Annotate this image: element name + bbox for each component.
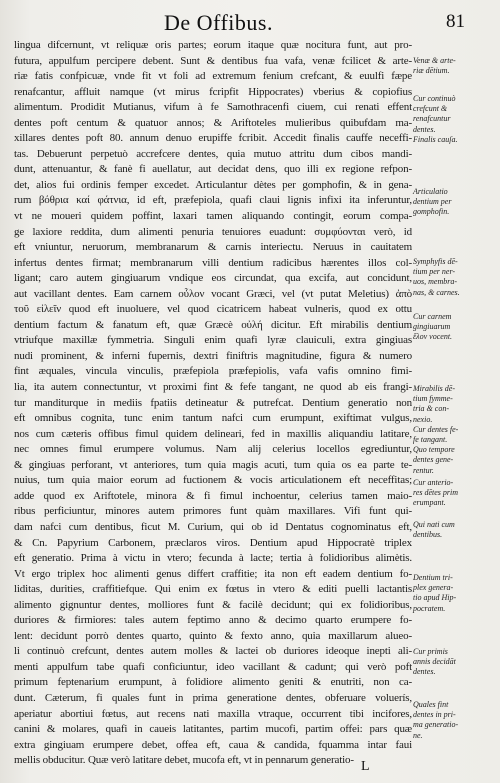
margin-note-line: ἔλον vocent. [413,332,453,342]
running-title: De Offibus. [164,10,273,35]
text-line: ge laxiore reddita, dum alimenti penuria tenuiores euadunt: συμφύονται verò, id [14,225,412,238]
text-line: ligant; caro autem gingiuarum vndique eos circundat, qua excifa, aut concidunt, [14,272,412,285]
margin-note-line: dentium per [413,197,452,207]
margin-note-line: dentes gene- [413,455,454,465]
text-line: primum feptenarium erumpunt, à folidiore alimento geniti & enutriti, non ca- [14,676,412,689]
text-line: adde quod ex Ariftotele, minora & fi fimul inchoentur, celerius tamen maio- [14,489,412,502]
margin-note-line: nas, & carnes. [413,287,460,297]
text-line: & gingiuas perforant, vt anteriores, tum quia magis acuti, tum quia os ea parte te- [14,458,412,471]
text-line: fint æquales, vincula vinculis, præfepiola præfepiolis, vafa vafis omnino fimi- [14,365,412,378]
margin-note [413,647,497,678]
text-line: alimentum. Prodidit Mutianus, vifum à fe Samothracenfi ciuem, cui renati effent [14,101,412,114]
margin-note [413,56,497,76]
margin-note [413,94,497,145]
text-line: aperiatur abortiui fœtus, aut recens nati maxilla vtraque, occurrent tibi incifores, [14,707,412,720]
margin-note-line: renafcuntur [413,114,451,124]
margin-note-line: riæ dētium. [413,66,450,76]
margin-note-line: Cur continuò [413,94,456,103]
margin-note [413,312,497,343]
text-line: liditas, durities, craffitiefque. Qui enim ex fœtus in vtero & editi puelli lactantis [14,583,412,596]
margin-note [413,257,497,298]
text-line: dentium factum & fanatum eft, quæ Græcè οὐλή dicitur. Eft mirabilis dentium [14,318,412,331]
text-line: det, alios fui ordinis femper excedet. Articulantur dètes per gomphofin, & in gena- [14,178,412,191]
page-number: 81 [446,11,465,32]
margin-note-line: dentibus. [413,530,443,540]
margin-note-line: dentes in pri- [413,710,456,720]
margin-note-line: tium per ner- [413,267,456,277]
text-line: eft vniuntur, neruorum, membranarum & carnis interiectu. Neruus in cauitatem [14,241,412,254]
margin-note-line: Cur dentes fe- [413,424,459,434]
margin-note-line: Articulatio [413,187,448,196]
text-line: alimento gignuntur dentes, molliores funt & facilè decidunt; qui ex folidioribus, [14,598,412,611]
margin-note-line: uos, membra- [413,277,457,287]
margin-note-line: tio apud Hip- [413,593,457,603]
margin-note-line: rentur. [413,465,434,475]
margin-note-line: res dētes prim [413,488,459,498]
text-line: & Cn. Papyrium Carbonem, præclaros viros. Dentium apud Hippocratè triplex [14,536,412,549]
text-line: dentes poft centum & quatuor annos; & Ariftoteles mulieribus quibufdam ma- [14,116,412,129]
text-line: τοῦ εἰλεῖν quod eft inuoluere, vel quod cicatricem habeat vulneris, quod ex ottu [14,303,412,316]
margin-note [413,573,497,614]
signature-mark: L [361,759,370,774]
text-line: renafcantur, affluit namque (vt mirus fcripfit Hippocrates) vberius & copiofius [14,85,412,98]
margin-note [413,187,497,218]
margin-note-line: Quales fint [413,700,449,709]
text-line: canini & molares, quafi in caueis latitantes, partim mucofi, partim offei: pars quæ [14,723,412,736]
margin-note [413,384,497,476]
text-line: dunt, attenuantur, & fanè fi auellatur, aut decidat dens, quo illi ex regione refpon- [14,163,412,176]
text-line: tur manditurque in mediis fpatiis detineatur & putrefcat. Dentium generatio non [14,396,412,409]
margin-note-line: dentes. [413,667,436,677]
text-line: futura, appulfum percipere debent. Sunt & dentibus fua vafa, venæ fcilicet & arte- [14,54,412,67]
margin-note-line: erumpant. [413,498,446,508]
margin-note [413,520,497,540]
text-line: riæ fatis confpicuæ, vnde fit vt foli ad extremum fenium crefcant, & euulfi fæpe [14,70,412,83]
margin-note-line: crefcunt & [413,104,448,114]
text-line: aut vacillant dentes. Eam carnem οὖλον vocant Græci, vel (vt putat Meletius) ἀπὸ [14,287,412,300]
text-line: xillares dentes poft 80. annum denuo erupiffe fcribit. Accedit finalis cauffe neceffi- [14,132,412,145]
margin-note-line: annis decidāt [413,657,456,667]
margin-note-line: Cur anterio- [413,478,454,487]
text-line: lent: decidunt porrò dentes quarto, quinto & fexto anno, quia maxillarum alueo- [14,629,412,642]
text-line: rum βόθρια καί φάτνια, id eft, præfepiola, quafi claui lignis infixi ita inferuntur, [14,194,412,207]
text-line: mellis obducitur. Quæ verò latitare debet, mucofa eft, vt in pennarum generatio- [14,754,354,767]
text-line: eft generatio. Prima à victu in vtero; fecunda à lacte; tertia à folidioribus alimètis. [14,552,412,565]
margin-note-line: Finalis cauſa. [413,134,458,144]
text-line: Vt ergo triplex hoc alimenti genus differt craffitie; ita non eft eadem dentium fo- [14,567,412,580]
margin-note-line: Symphyfis dē- [413,257,458,266]
text-line: tas. Debuerunt perpetuò accrefcere dentes, quia mutuo attritu dum cibos mandi- [14,147,412,160]
margin-note-line: Venæ & arte- [413,56,456,65]
margin-note-line: pocratem. [413,603,446,613]
margin-note [413,700,497,741]
main-text-column [14,38,412,769]
text-line: dam nafci cum dentibus, ficut M. Curium, qui ob id Dentatus cognominatus eft, [14,520,412,533]
text-line: dunt. Cæterum, fi quales funt in prima generatione dentes, obferuare voluerís, [14,691,412,704]
text-line: nudi prominent, & inferni fupernis, dextri finiftris magnitudine, figura & numero [14,349,412,362]
text-line: infertus dentes firmat; membranarum villi dentium radicibus hærentes illos col- [14,256,412,269]
text-line: nos cum cæteris offibus fimul quidem delineari, fed in maxillis aliquandiu latitare, [14,427,412,440]
text-line: nec omnes fimul erumpere volumus. Nam alij celerius locellos egrediuntur, [14,443,412,456]
margin-note-line: Quo tempore [413,445,455,455]
margin-note [413,478,497,509]
margin-note-line: Cur carnem [413,312,452,321]
text-line: lia, ita autem connectuntur, vt proximi fint & fefe tangant, ne quod ab eis frangi- [14,381,412,394]
margin-note-line: Mirabilis dē- [413,384,455,393]
margin-note-line: tria & con- [413,404,449,414]
text-line: lingua difcernunt, vt reliquæ oris partes; eorum itaque quæ nocitura funt, aut pro- [14,39,412,51]
margin-note-line: ne. [413,730,423,740]
margin-note-line: Dentium tri- [413,573,453,582]
margin-note-line: tium fymme- [413,394,453,404]
margin-note-line: Qui nati cum [413,520,455,529]
text-line: extra gingiuam erumpere debet, offea eft, caua & candida, fquamma intar faui [14,738,412,751]
margin-notes-column [413,0,497,783]
margin-note-line: plex genera- [413,583,454,593]
margin-note-line: ma generatio- [413,720,459,730]
text-line: vt ne moueri quidem poffint, laxari tamen aliquando contingit, eorum compa- [14,210,412,223]
text-line: vtriufque maxillæ fymmetria. Singuli enim quafi lyræ clauiculi, extra gingiuas [14,334,412,347]
text-line: menti appulfum tabe quafi confìciuntur, ideo vacillant & cadunt; qui verò poft [14,660,412,673]
margin-note-line: gingiuarum [413,322,451,332]
text-line: eft omnibus cognita, tunc enim tantum nafci cum erumpunt, exiftimat vulgus, [14,412,412,425]
text-line: li continuò crefcunt, dentes autem molles & lactei ob duriores ideoque inepti ali- [14,645,412,658]
text-line: duriores & firmiores: tales autem feptimo anno & decimo quarto erumpere fo- [14,614,412,627]
margin-note-line: fe tangant. [413,435,448,445]
margin-note-line: nexio. [413,414,433,424]
text-line: ribus perficiuntur, minores autem primores funt quàm maxillares. Vifi funt qui- [14,505,412,518]
margin-note-line: dentes. [413,124,436,134]
text-line: nuius, tum quia maior eorum ad fuctionem & vocis articulationem eft neceffitas; [14,474,412,487]
margin-note-line: Cur primis [413,647,448,656]
margin-note-line: gomphofin. [413,207,450,217]
